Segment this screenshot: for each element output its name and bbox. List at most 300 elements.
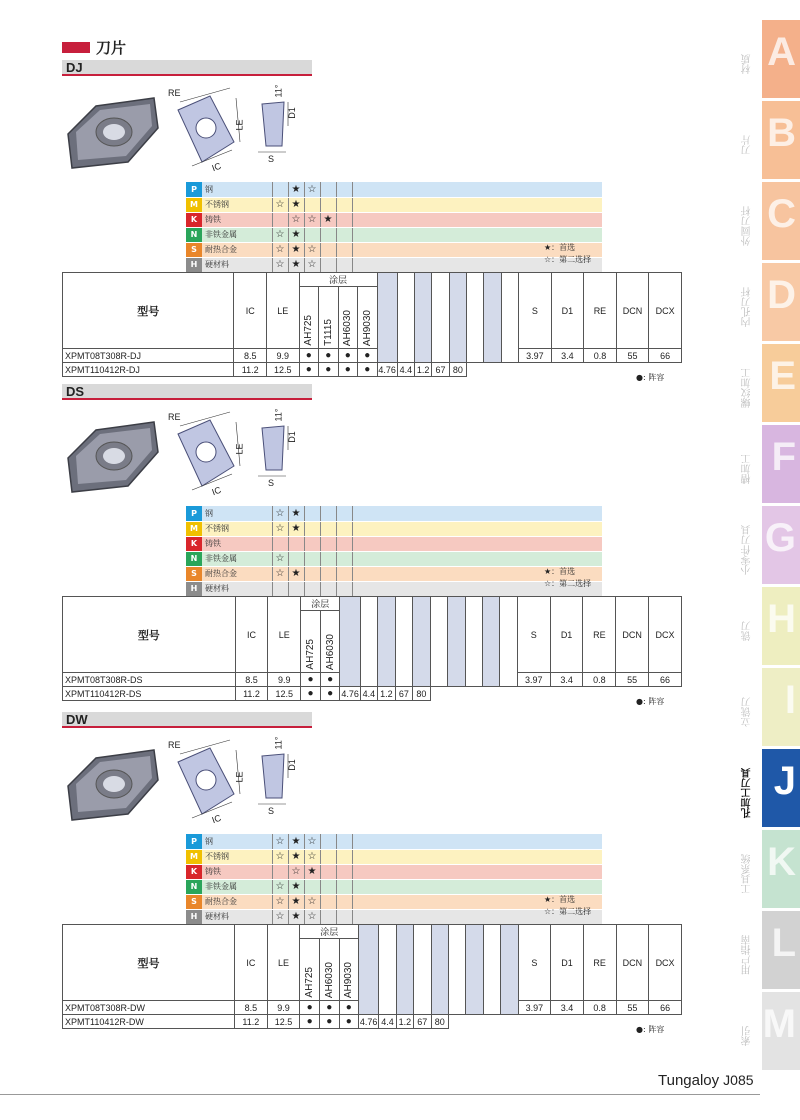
material-name: 非铁金属 [202, 227, 272, 242]
grade-rating-empty [336, 506, 352, 521]
material-name: 硬材料 [202, 257, 272, 272]
re-cell: 1.2 [415, 363, 432, 377]
material-row [186, 879, 602, 894]
grade-rating [272, 182, 288, 197]
spacer-column [414, 925, 431, 1015]
grade-rating-empty [320, 909, 336, 924]
material-code: H [186, 257, 202, 272]
material-code: S [186, 242, 202, 257]
grade-rating: ☆ [272, 834, 288, 849]
le-cell: 9.9 [267, 1001, 300, 1015]
material-row [186, 182, 602, 197]
material-code: K [186, 536, 202, 551]
grade-rating: ☆ [304, 182, 320, 197]
grade-rating: ☆ [272, 879, 288, 894]
dcx-cell: 66 [649, 1001, 682, 1015]
re-cell: 1.2 [396, 1015, 413, 1029]
footer [658, 1072, 754, 1089]
tab-b[interactable] [742, 101, 800, 179]
dcn-cell: 67 [432, 363, 449, 377]
grade-rating-empty [304, 551, 320, 566]
brand-name: Tungaloy [658, 1072, 720, 1089]
tab-label: 材质 [742, 54, 753, 74]
re-label: RE [168, 740, 181, 750]
coating-header: 涂层 [300, 925, 359, 939]
grade-rating [320, 197, 336, 212]
le-label: LE [234, 119, 245, 131]
tab-letter: J [773, 759, 796, 803]
insert-side-view [258, 102, 288, 152]
legend-first: ★：首选 [544, 895, 576, 904]
dcx-header: DCX [649, 925, 682, 1001]
grade-rating [272, 536, 288, 551]
d1-cell: 3.4 [551, 1001, 584, 1015]
grade-rating: ★ [320, 212, 336, 227]
stock-dot: ● [358, 363, 378, 377]
legend-second: ☆：第二选择 [544, 579, 592, 588]
stock-dot: ● [338, 349, 358, 363]
material-code: P [186, 182, 202, 197]
grade-rating: ★ [288, 909, 304, 924]
grade-rating [272, 212, 288, 227]
grade-rating: ☆ [288, 864, 304, 879]
grade-rating-empty [336, 551, 352, 566]
grade-rating [304, 879, 320, 894]
grade-header: AH725 [300, 939, 320, 1001]
grade-header: AH725 [301, 611, 321, 673]
section-title: DS [62, 384, 312, 400]
spacer-column [484, 273, 501, 363]
tab-l[interactable] [742, 911, 800, 989]
tab-letter: A [767, 30, 796, 74]
re-header: RE [583, 597, 616, 673]
tab-i[interactable] [742, 668, 800, 746]
grade-rating: ★ [288, 242, 304, 257]
spacer-column [500, 597, 517, 687]
material-row [186, 834, 602, 849]
grade-rating-empty [304, 581, 320, 596]
insert-photo [68, 750, 158, 820]
spacer-column [379, 925, 396, 1015]
matrix-fill [352, 521, 602, 536]
grade-rating [320, 257, 336, 272]
dcx-cell: 80 [449, 363, 466, 377]
s-label: S [268, 806, 275, 816]
legend [544, 894, 591, 918]
tab-h[interactable] [742, 587, 800, 665]
dcn-cell: 55 [616, 349, 649, 363]
d1-label: D1 [286, 107, 297, 119]
material-name: 非铁金属 [202, 879, 272, 894]
insert-side-view [258, 426, 288, 476]
re-cell: 0.8 [583, 673, 616, 687]
le-label: LE [234, 771, 245, 783]
grade-header: AH725 [299, 287, 319, 349]
spacer-column [377, 273, 397, 363]
grade-rating: ☆ [304, 894, 320, 909]
grade-rating [304, 197, 320, 212]
s-cell: 3.97 [519, 349, 552, 363]
tab-label: 工具系统 [742, 854, 753, 894]
grade-rating: ☆ [272, 849, 288, 864]
le-header: LE [267, 925, 300, 1001]
grade-rating-empty [336, 864, 352, 879]
tab-label: 外圆刀杆 [742, 206, 753, 246]
le-header: LE [268, 597, 301, 673]
model-header: 型号 [63, 925, 235, 1001]
grade-rating-empty [320, 551, 336, 566]
grade-rating: ★ [288, 506, 304, 521]
tab-label: 内孔刀杆 [742, 287, 753, 327]
le-cell: 9.9 [268, 673, 301, 687]
spacer-column [378, 597, 395, 687]
model-cell: XPMT110412R-DW [63, 1015, 235, 1029]
ic-header: IC [234, 273, 267, 349]
material-row [186, 242, 602, 257]
matrix-fill [352, 551, 602, 566]
grade-rating-empty [320, 521, 336, 536]
material-code: P [186, 834, 202, 849]
grade-rating: ☆ [272, 551, 288, 566]
material-code: M [186, 197, 202, 212]
material-row [186, 506, 602, 521]
insert-top-view [178, 740, 240, 818]
spacer-column [467, 273, 484, 363]
material-name: 不锈钢 [202, 849, 272, 864]
re-cell: 0.8 [583, 1001, 616, 1015]
tab-label: 孔加工刀具 [742, 768, 753, 818]
s-cell: 4.76 [378, 364, 396, 375]
dcx-cell: 80 [413, 687, 430, 701]
d1-header: D1 [551, 925, 584, 1001]
material-row [186, 212, 602, 227]
stock-dot: ● [320, 673, 340, 687]
grade-rating: ★ [288, 834, 304, 849]
insert-top-view [178, 88, 240, 166]
tab-e[interactable] [742, 344, 800, 422]
grade-rating-empty [320, 581, 336, 596]
section-title: DJ [62, 60, 312, 76]
grade-rating-empty [336, 227, 352, 242]
grade-rating-empty [304, 536, 320, 551]
spacer-column [360, 597, 377, 687]
s-label: S [268, 154, 275, 164]
tab-g[interactable] [742, 506, 800, 584]
material-code: P [186, 506, 202, 521]
s-cell: 3.97 [517, 673, 550, 687]
page-title [62, 38, 126, 56]
model-cell: XPMT08T308R-DW [63, 1001, 235, 1015]
coating-header: 涂层 [299, 273, 377, 287]
re-header: RE [583, 925, 616, 1001]
grade-rating [272, 864, 288, 879]
material-code: M [186, 521, 202, 536]
legend [544, 242, 591, 266]
material-name: 铸铁 [202, 864, 272, 879]
grade-rating-empty [320, 879, 336, 894]
grade-rating-empty [336, 894, 352, 909]
spacer-column [448, 597, 465, 687]
grade-rating: ★ [288, 227, 304, 242]
grade-rating-empty [320, 849, 336, 864]
spacer-column [395, 597, 412, 687]
material-name: 不锈钢 [202, 197, 272, 212]
s-label: S [268, 478, 275, 488]
legend-first: ★：首选 [544, 567, 576, 576]
material-name: 耐热合金 [202, 566, 272, 581]
angle-label: 11° [273, 408, 284, 422]
model-cell: XPMT110412R-DJ [63, 363, 234, 377]
material-row [186, 909, 602, 924]
tab-j[interactable] [742, 749, 800, 827]
material-row [186, 227, 602, 242]
d1-label: D1 [286, 431, 297, 443]
s-cell: 3.97 [518, 1001, 551, 1015]
grade-rating: ☆ [304, 834, 320, 849]
grade-rating-empty [320, 506, 336, 521]
grade-rating-empty [304, 506, 320, 521]
legend-second: ☆：第二选择 [544, 255, 592, 264]
ic-label: IC [210, 484, 223, 498]
table-row [63, 687, 682, 701]
s-cell: 4.76 [341, 688, 359, 699]
spec-table [62, 924, 682, 1029]
material-name: 钢 [202, 182, 272, 197]
tab-letter: M [762, 1002, 796, 1046]
material-name: 硬材料 [202, 581, 272, 596]
matrix-fill [352, 849, 602, 864]
tab-letter: L [771, 921, 796, 965]
matrix-fill [352, 834, 602, 849]
grade-rating: ☆ [272, 566, 288, 581]
section-ds [62, 384, 682, 704]
dcn-cell: 67 [414, 1015, 431, 1029]
spacer-column [432, 273, 449, 363]
tab-c[interactable] [742, 182, 800, 260]
title-marker [62, 42, 90, 53]
grade-rating-empty [336, 242, 352, 257]
stock-dot: ● [320, 687, 340, 701]
ic-header: IC [235, 597, 268, 673]
stock-note: ●: 阵容 [636, 1025, 665, 1034]
material-name: 耐热合金 [202, 242, 272, 257]
tab-label: 刀片 [742, 135, 753, 155]
grade-rating: ☆ [272, 227, 288, 242]
spacer-column [482, 597, 499, 687]
grade-rating: ☆ [304, 242, 320, 257]
insert-side-view [258, 754, 288, 804]
grade-rating: ★ [288, 257, 304, 272]
stock-dot: ● [299, 349, 319, 363]
grade-rating-empty [336, 879, 352, 894]
matrix-fill [352, 879, 602, 894]
grade-header: AH6030 [338, 287, 358, 349]
spacer-column [431, 925, 448, 1015]
material-row [186, 257, 602, 272]
re-cell: 0.8 [584, 349, 617, 363]
material-name: 铸铁 [202, 536, 272, 551]
tab-m[interactable] [742, 992, 800, 1070]
ic-label: IC [210, 812, 223, 826]
ic-header: IC [235, 925, 268, 1001]
s-cell: 4.76 [359, 1016, 378, 1027]
material-row [186, 894, 602, 909]
grade-rating-empty [336, 566, 352, 581]
re-label: RE [168, 88, 181, 98]
grade-header: AH6030 [319, 939, 339, 1001]
tab-d[interactable] [742, 263, 800, 341]
grade-rating: ☆ [288, 212, 304, 227]
dcx-header: DCX [648, 597, 681, 673]
ic-cell: 8.5 [234, 349, 267, 363]
stock-dot: ● [319, 1015, 339, 1029]
insert-drawing [62, 406, 302, 506]
material-row [186, 197, 602, 212]
ic-cell: 11.2 [234, 363, 267, 377]
grade-header: AH9030 [358, 287, 378, 349]
material-code: N [186, 879, 202, 894]
spacer-column [415, 273, 432, 363]
grade-rating-empty [336, 197, 352, 212]
grade-rating: ★ [288, 879, 304, 894]
spacer-column [359, 925, 379, 1015]
material-code: H [186, 909, 202, 924]
tab-label: 立铣刀 [742, 697, 753, 727]
spacer-column [448, 925, 465, 1015]
stock-note: ●: 阵容 [636, 697, 665, 706]
tab-a[interactable] [742, 20, 800, 98]
grade-rating-empty [336, 212, 352, 227]
insert-top-view [178, 412, 240, 490]
le-cell: 12.5 [266, 363, 299, 377]
material-name: 非铁金属 [202, 551, 272, 566]
d1-label: D1 [286, 759, 297, 771]
matrix-fill [352, 212, 602, 227]
stock-dot: ● [358, 349, 378, 363]
model-header: 型号 [63, 273, 234, 349]
stock-note: ●: 阵容 [636, 373, 665, 382]
s-header: S [518, 925, 551, 1001]
grade-rating: ☆ [272, 894, 288, 909]
grade-rating: ☆ [304, 849, 320, 864]
grade-rating [320, 227, 336, 242]
spec-table [62, 596, 682, 701]
grade-rating-empty [336, 834, 352, 849]
material-name: 钢 [202, 834, 272, 849]
model-cell: XPMT08T308R-DS [63, 673, 236, 687]
grade-rating: ☆ [272, 242, 288, 257]
stock-dot: ● [300, 1015, 320, 1029]
grade-rating [304, 227, 320, 242]
stock-dot: ● [319, 363, 339, 377]
grade-rating: ☆ [272, 909, 288, 924]
material-row [186, 536, 602, 551]
d1-header: D1 [551, 273, 584, 349]
section-dj [62, 60, 682, 380]
grade-rating: ☆ [304, 212, 320, 227]
legend-first: ★：首选 [544, 243, 576, 252]
tab-label: 铣刀 [742, 621, 753, 641]
spec-table [62, 272, 682, 377]
grade-rating: ☆ [304, 909, 320, 924]
model-cell: XPMT110412R-DS [63, 687, 236, 701]
grade-rating-empty [304, 521, 320, 536]
grade-rating-empty [336, 536, 352, 551]
grade-rating: ★ [288, 521, 304, 536]
stock-dot: ● [339, 1001, 359, 1015]
stock-dot: ● [319, 1001, 339, 1015]
stock-dot: ● [319, 349, 339, 363]
d1-cell: 3.4 [550, 673, 583, 687]
dcx-header: DCX [649, 273, 682, 349]
grade-rating-empty [336, 257, 352, 272]
material-code: S [186, 566, 202, 581]
dcx-cell: 66 [649, 349, 682, 363]
d1-cell: 4.4 [397, 363, 414, 377]
model-cell: XPMT08T308R-DJ [63, 349, 234, 363]
material-row [186, 551, 602, 566]
dcn-header: DCN [616, 925, 649, 1001]
spacer-column [396, 925, 413, 1015]
grade-rating [272, 581, 288, 596]
dcn-cell: 55 [616, 673, 649, 687]
tab-k[interactable] [742, 830, 800, 908]
material-name: 硬材料 [202, 909, 272, 924]
tab-letter: C [767, 192, 796, 236]
material-code: N [186, 227, 202, 242]
tab-letter: K [767, 840, 796, 884]
section-dw [62, 712, 682, 1032]
spacer-column [483, 925, 500, 1015]
tab-label: 索引 [742, 1026, 753, 1046]
material-matrix [186, 506, 602, 597]
ic-cell: 11.2 [235, 687, 268, 701]
grade-rating-empty [304, 566, 320, 581]
tab-letter: D [767, 273, 796, 317]
tab-letter: B [767, 111, 796, 155]
grade-rating-empty [336, 521, 352, 536]
re-header: RE [584, 273, 617, 349]
legend [544, 566, 591, 590]
grade-rating-empty [320, 864, 336, 879]
page-title-text: 刀片 [96, 38, 127, 57]
material-matrix [186, 834, 602, 925]
page-number: J085 [723, 1072, 754, 1088]
le-header: LE [266, 273, 299, 349]
coating-header: 涂层 [301, 597, 340, 611]
material-name: 耐热合金 [202, 894, 272, 909]
grade-rating-empty [320, 536, 336, 551]
grade-rating: ☆ [272, 257, 288, 272]
insert-photo [68, 422, 158, 492]
grade-header: T1115 [319, 287, 339, 349]
material-code: K [186, 212, 202, 227]
dcx-cell: 80 [431, 1015, 448, 1029]
material-matrix [186, 182, 602, 273]
dcn-cell: 55 [616, 1001, 649, 1015]
matrix-fill [352, 227, 602, 242]
spacer-column [466, 925, 483, 1015]
grade-rating-empty [320, 894, 336, 909]
grade-rating: ★ [288, 849, 304, 864]
le-cell: 12.5 [268, 687, 301, 701]
d1-cell: 4.4 [379, 1015, 396, 1029]
tab-f[interactable] [742, 425, 800, 503]
le-cell: 9.9 [266, 349, 299, 363]
tab-label: 用户指南 [742, 935, 753, 975]
grade-rating [288, 581, 304, 596]
material-name: 不锈钢 [202, 521, 272, 536]
